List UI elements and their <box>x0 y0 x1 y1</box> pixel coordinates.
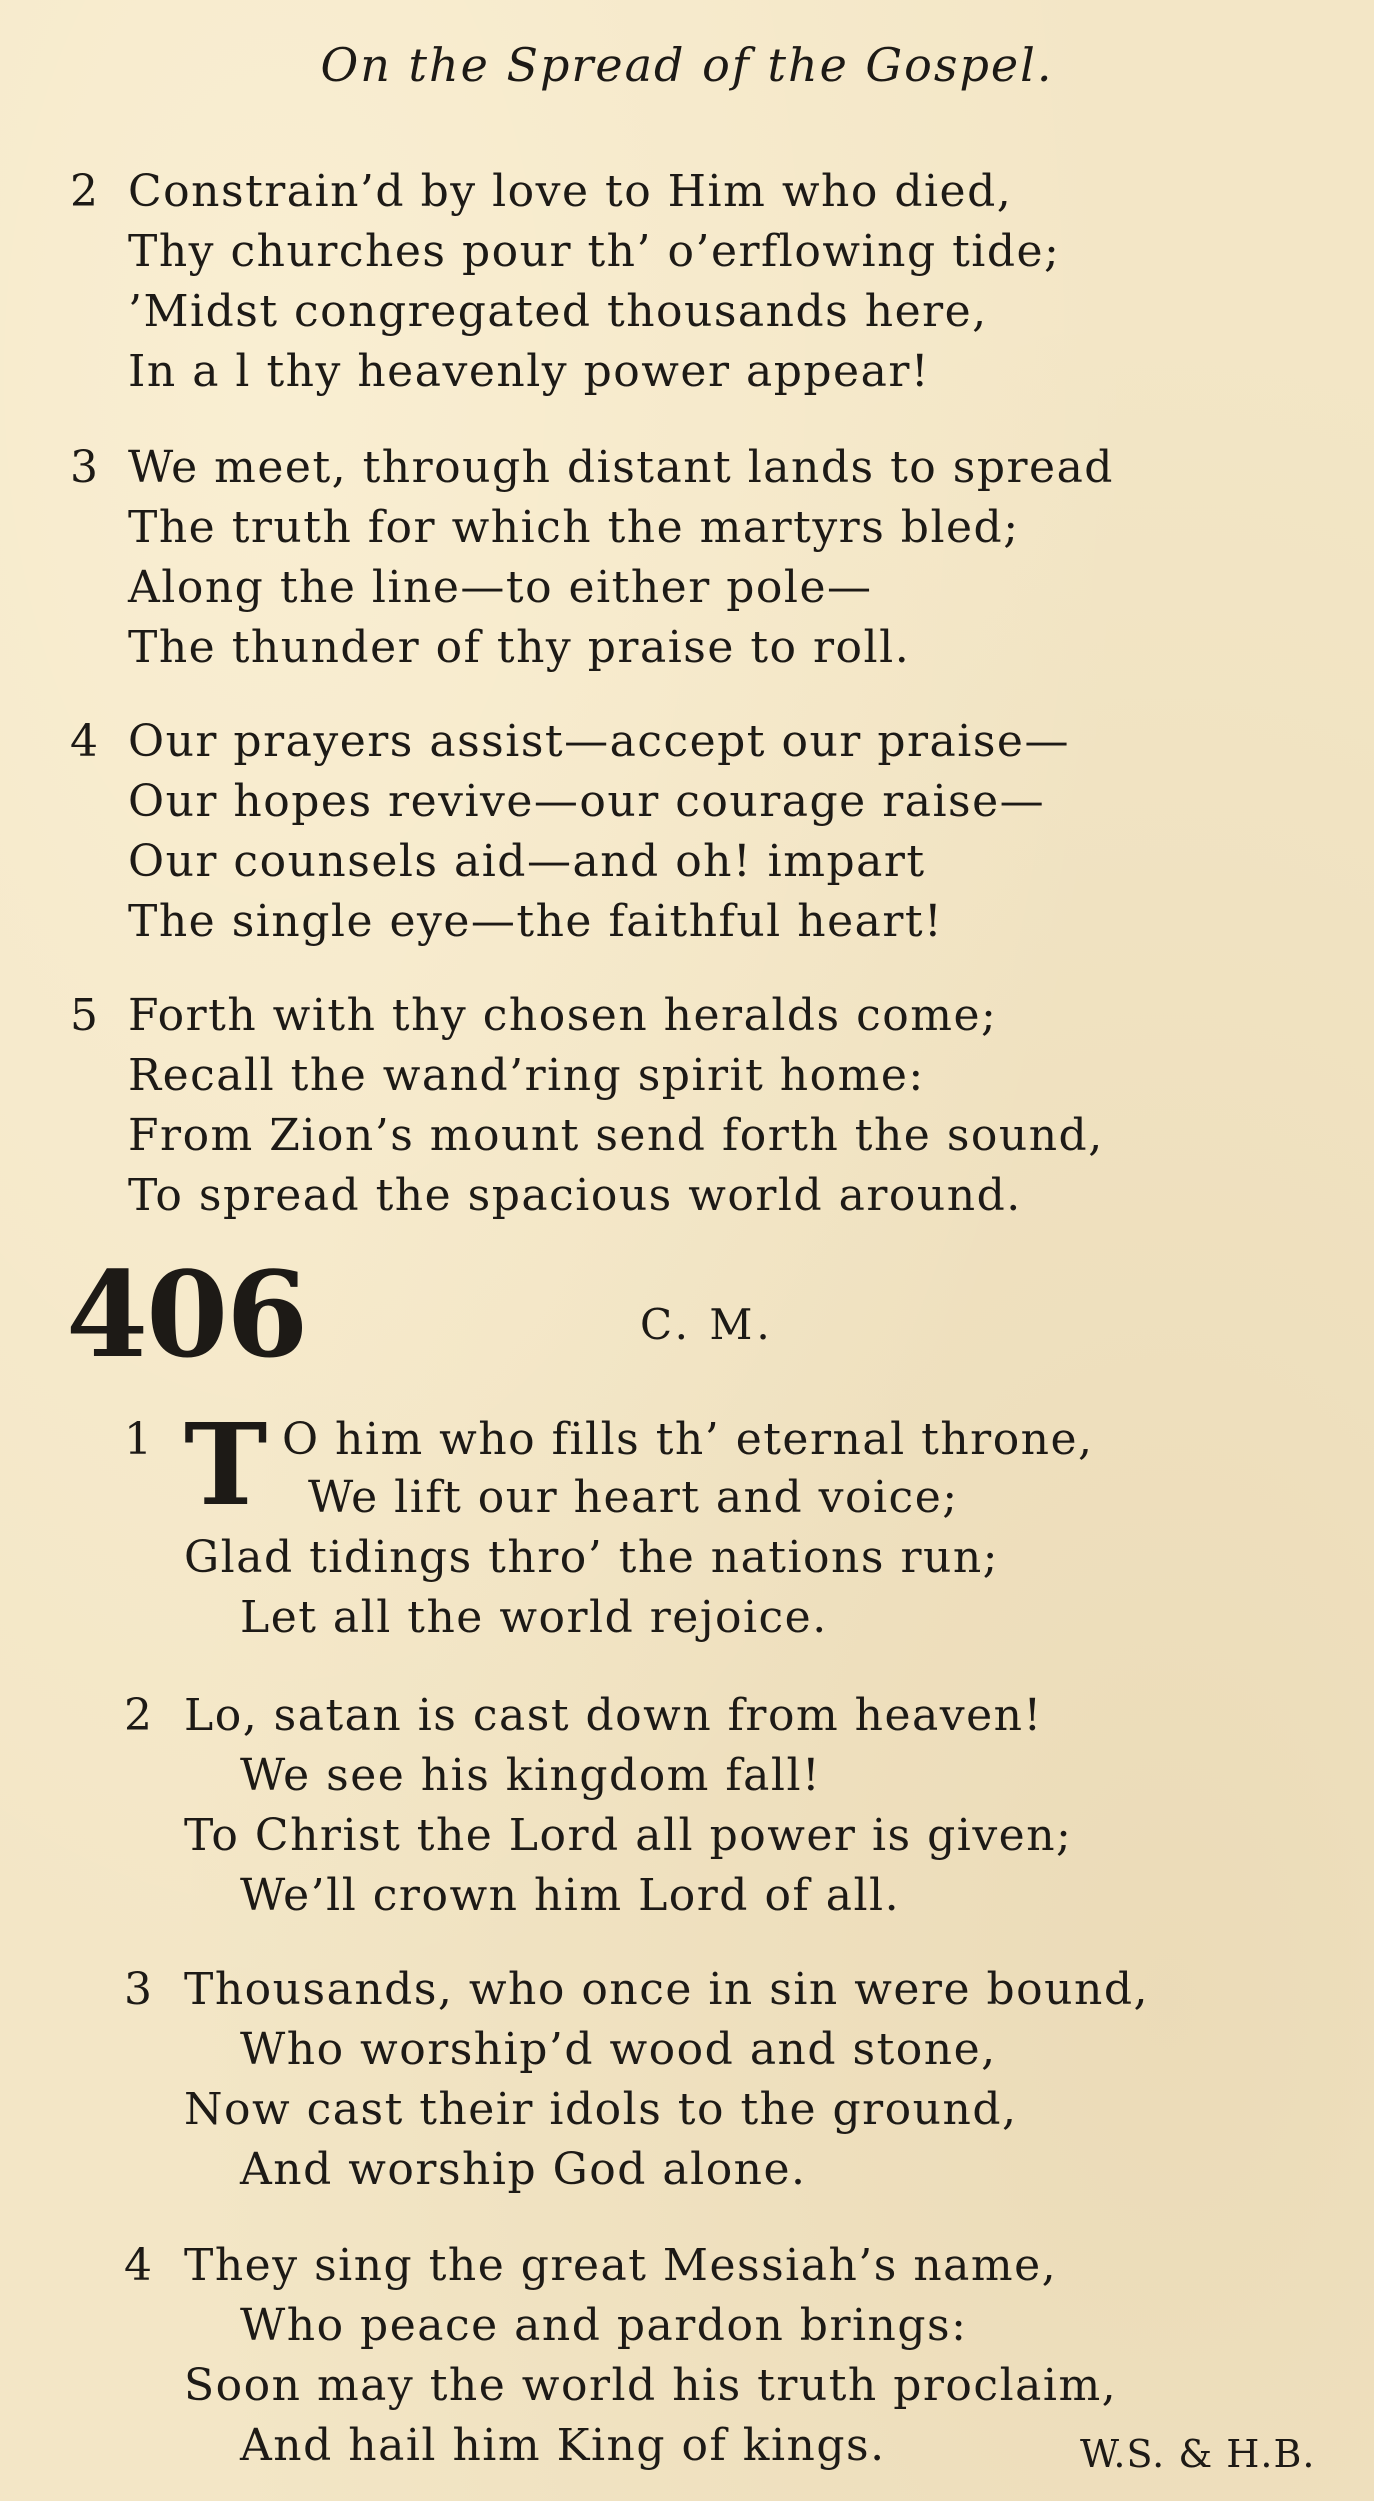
verse-line: The truth for which the martyrs bled; <box>128 502 1020 553</box>
verse-number: 3 <box>70 442 98 493</box>
verse-number: 2 <box>70 166 98 217</box>
verse-line: Glad tidings thro’ the nations run; <box>184 1532 999 1583</box>
verse-line: Along the line—to either pole— <box>128 562 873 613</box>
hymn-number: 406 <box>66 1245 307 1384</box>
verse-line: Who worship’d wood and stone, <box>240 2024 997 2075</box>
verse-number: 4 <box>70 716 98 767</box>
verse-line: Who peace and pardon brings: <box>240 2300 968 2351</box>
verse-line: Forth with thy chosen heralds come; <box>128 990 998 1041</box>
verse-number: 1 <box>124 1414 152 1465</box>
verse-line: ’Midst congregated thousands here, <box>128 286 988 337</box>
verse-line: Constrain’d by love to Him who died, <box>128 166 1013 217</box>
verse-line: Soon may the world his truth proclaim, <box>184 2360 1118 2411</box>
verse-line: They sing the great Messiah’s name, <box>184 2240 1058 2291</box>
verse-line: Thy churches pour th’ o’erflowing tide; <box>128 226 1061 277</box>
verse-number: 2 <box>124 1690 152 1741</box>
verse-line: Our prayers assist—accept our praise— <box>128 716 1070 767</box>
page-header: On the Spread of the Gospel. <box>320 38 1054 92</box>
verse-line: Our hopes revive—our courage raise— <box>128 776 1046 827</box>
verse-line: To Christ the Lord all power is given; <box>184 1810 1073 1861</box>
verse-line: We meet, through distant lands to spread <box>128 442 1114 493</box>
verse-line: Thousands, who once in sin were bound, <box>184 1964 1149 2015</box>
verse-line: From Zion’s mount send forth the sound, <box>128 1110 1104 1161</box>
verse-line: The single eye—the faithful heart! <box>128 896 944 947</box>
verse-line: The thunder of thy praise to roll. <box>128 622 911 673</box>
verse-line: We see his kingdom fall! <box>240 1750 822 1801</box>
verse-line: Our counsels aid—and oh! impart <box>128 836 926 887</box>
verse-line: Now cast their idols to the ground, <box>184 2084 1018 2135</box>
verse-number: 4 <box>124 2240 152 2291</box>
verse-line: In a l thy heavenly power appear! <box>128 346 931 397</box>
verse-line: And hail him King of kings. <box>240 2420 886 2471</box>
verse-line: Lo, satan is cast down from heaven! <box>184 1690 1043 1741</box>
verse-line: O him who fills th’ eternal throne, <box>282 1414 1094 1465</box>
verse-number: 5 <box>70 990 98 1041</box>
hymn-meter: C. M. <box>640 1300 774 1349</box>
verse-line: We’ll crown him Lord of all. <box>240 1870 901 1921</box>
verse-line: To spread the spacious world around. <box>128 1170 1022 1221</box>
verse-line: We lift our heart and voice; <box>308 1472 959 1523</box>
drop-cap: T <box>184 1400 268 1531</box>
verse-number: 3 <box>124 1964 152 2015</box>
author-attribution: W.S. & H.B. <box>1080 2432 1316 2476</box>
verse-line: And worship God alone. <box>240 2144 807 2195</box>
verse-line: Recall the wand’ring spirit home: <box>128 1050 925 1101</box>
verse-line: Let all the world rejoice. <box>240 1592 828 1643</box>
